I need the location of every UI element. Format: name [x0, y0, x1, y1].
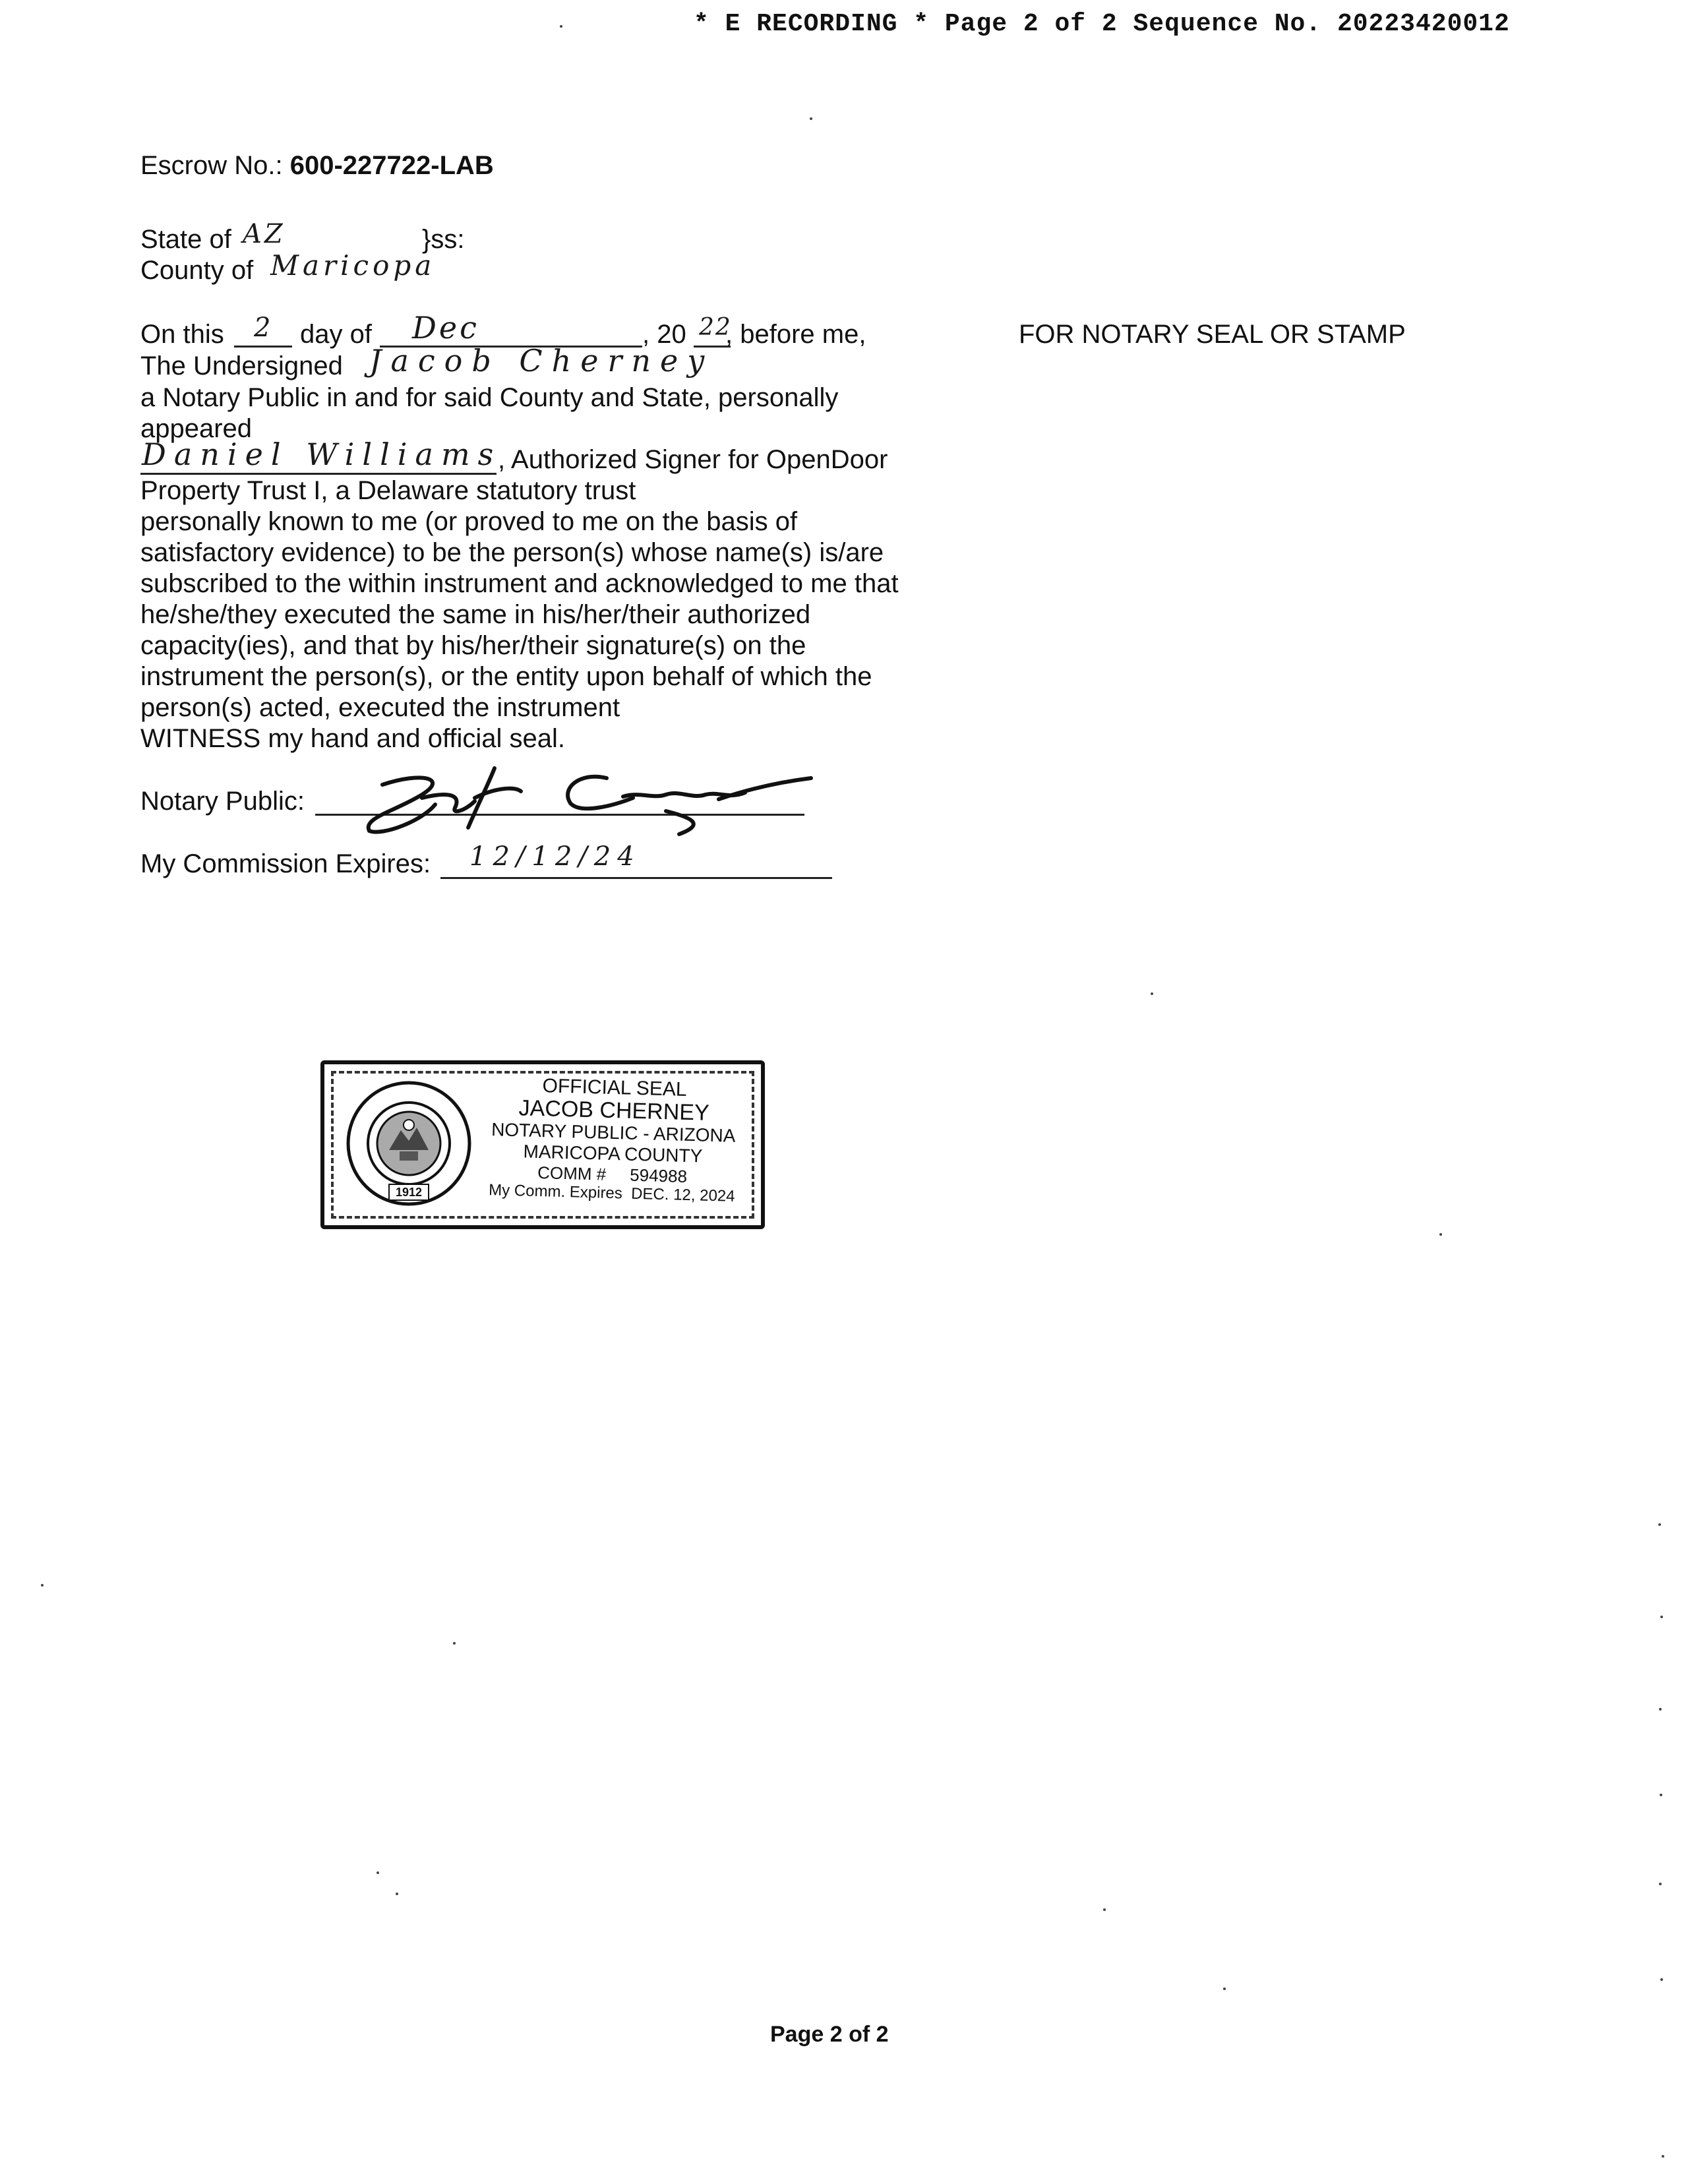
- seal-comm-number: COMM # 594988: [537, 1163, 688, 1186]
- scan-speck: [1103, 1908, 1106, 1911]
- commission-expires-label: My Commission Expires:: [140, 849, 431, 878]
- body-line: instrument the person(s), or the entity upon behalf of which the: [140, 662, 872, 691]
- seal-notary-public: NOTARY PUBLIC - ARIZONA: [491, 1119, 736, 1146]
- month-handwritten: Dec: [412, 310, 479, 346]
- escrow-line: [140, 150, 494, 181]
- seal-title: OFFICIAL SEAL: [542, 1075, 687, 1101]
- stamp-placeholder-label: FOR NOTARY SEAL OR STAMP: [1019, 320, 1406, 349]
- day-blank: [234, 346, 292, 348]
- body-line: person(s) acted, executed the instrument: [140, 693, 620, 722]
- seal-notary-name: JACOB CHERNEY: [518, 1095, 710, 1126]
- body-line: personally known to me (or proved to me on the basis of: [140, 507, 798, 536]
- escrow-number: 600-227722-LAB: [289, 151, 494, 180]
- notary-public-label: Notary Public:: [140, 787, 305, 816]
- scan-speck: [1660, 1616, 1663, 1618]
- body-line: satisfactory evidence) to be the person(s) whose name(s) is/are: [140, 538, 884, 567]
- scan-speck: [560, 25, 562, 28]
- notary-name-handwritten: Jacob Cherney: [369, 343, 714, 379]
- footer-page-number: Page 2 of 2: [770, 2022, 889, 2047]
- signer-title: , Authorized Signer for OpenDoor: [498, 445, 888, 474]
- scan-speck: [453, 1642, 456, 1645]
- county-handwritten: Maricopa: [270, 249, 436, 282]
- escrow-label: Escrow No.:: [140, 151, 283, 180]
- ack-line-6: Property Trust I, a Delaware statutory trust: [140, 476, 636, 505]
- seal-text-block: [473, 1074, 754, 1207]
- notary-signature: [323, 758, 824, 837]
- seal-county: MARICOPA COUNTY: [523, 1141, 703, 1167]
- body-line: he/she/they executed the same in his/her/their authorized: [140, 600, 811, 629]
- scan-speck: [1659, 1883, 1662, 1885]
- ss-label: }ss:: [422, 225, 465, 254]
- on-this-label: On this: [140, 320, 224, 349]
- year-handwritten: 22: [699, 314, 732, 341]
- signer-name-blank: [140, 473, 497, 475]
- signer-name-handwritten: Daniel Williams: [142, 437, 502, 472]
- scan-speck: [1151, 992, 1153, 995]
- scan-speck: [1660, 1978, 1663, 1981]
- scan-speck: [1439, 1233, 1442, 1236]
- day-handwritten: 2: [254, 313, 274, 343]
- witness-line: WITNESS my hand and official seal.: [140, 724, 565, 753]
- before-me-label: , before me,: [725, 320, 866, 349]
- ack-line-3: a Notary Public in and for said County and State, personally: [140, 383, 839, 412]
- commission-blank: [440, 877, 832, 879]
- commission-date-handwritten: 12/12/24: [469, 841, 641, 872]
- county-label: County of: [140, 256, 254, 285]
- undersigned-label: The Undersigned: [140, 351, 343, 380]
- day-of-label: day of: [300, 320, 372, 349]
- seal-year: 1912: [395, 1186, 423, 1199]
- scan-speck: [1662, 2155, 1664, 2158]
- arizona-state-seal-icon: [343, 1077, 475, 1209]
- recording-banner: * E RECORDING * Page 2 of 2 Sequence No. 20223420012: [694, 10, 1510, 38]
- scan-speck: [377, 1871, 379, 1874]
- scan-speck: [1660, 1794, 1662, 1796]
- scan-speck: [1659, 1708, 1662, 1711]
- body-line: capacity(ies), and that by his/her/their signature(s) on the: [140, 631, 806, 660]
- scan-speck: [1658, 1523, 1661, 1526]
- body-line: subscribed to the within instrument and acknowledged to me that: [140, 569, 899, 598]
- scan-speck: [810, 117, 812, 120]
- seal-comm-expires: My Comm. Expires DEC. 12, 2024: [488, 1181, 735, 1205]
- state-label: State of: [140, 225, 231, 254]
- year-prefix: , 20: [642, 320, 686, 349]
- scan-speck: [41, 1584, 44, 1587]
- official-notary-seal: [320, 1060, 765, 1229]
- scan-speck: [396, 1893, 398, 1895]
- scan-speck: [1223, 1987, 1226, 1990]
- ack-line-4: appeared: [140, 414, 253, 443]
- state-handwritten: AZ: [243, 219, 286, 249]
